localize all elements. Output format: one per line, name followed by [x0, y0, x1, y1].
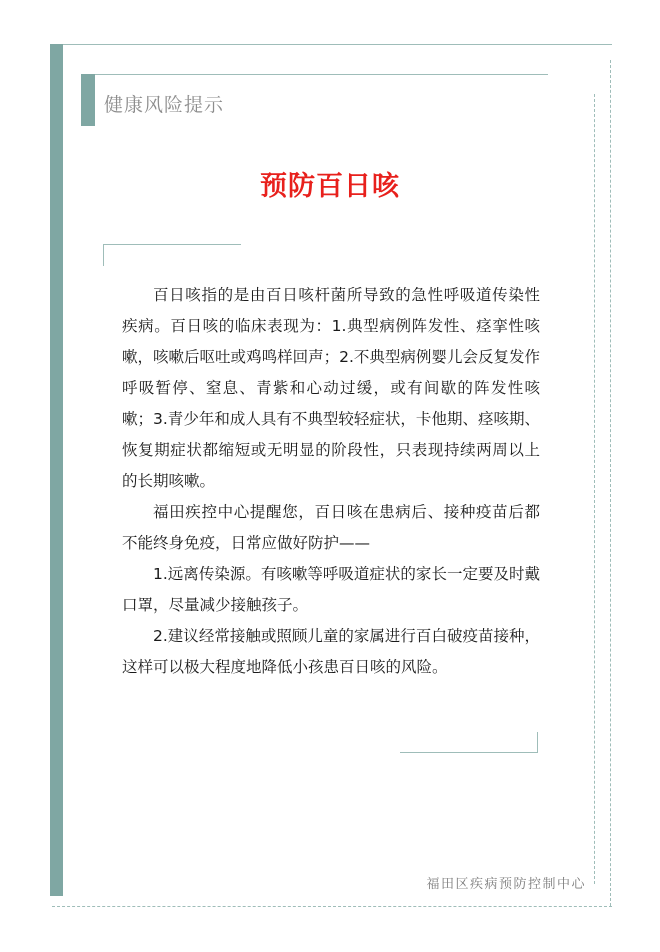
article-body — [122, 280, 540, 683]
frame-bottom-border — [52, 906, 612, 907]
paragraph-tip-2: 2.建议经常接触或照顾儿童的家属进行百白破疫苗接种，这样可以极大程度地降低小孩患百日咳的风险。 — [122, 627, 540, 676]
header-rule — [95, 74, 548, 75]
paragraph-tip-1: 1.远离传染源。有咳嗽等呼吸道症状的家长一定要及时戴口罩，尽量减少接触孩子。 — [122, 565, 540, 614]
corner-bracket-bottom-right-vertical — [537, 732, 538, 753]
inner-right-border — [594, 94, 595, 884]
paragraph-reminder: 福田疾控中心提醒您，百日咳在患病后、接种疫苗后都不能终身免疫，日常应做好防护—— — [122, 503, 540, 552]
header-accent-block — [81, 74, 95, 126]
frame-top-border — [52, 44, 612, 45]
footer-organization: 福田区疾病预防控制中心 — [426, 877, 586, 892]
paragraph-intro: 百日咳指的是由百日咳杆菌所导致的急性呼吸道传染性疾病。百日咳的临床表现为：1.典型病例阵发性、痉挛性咳嗽，咳嗽后呕吐或鸡鸣样回声；2.不典型病例婴儿会反复发作呼吸暂停、窒息、青紫和心动过缓，或有间歇的阵发性咳嗽；3.青少年和成人具有不典型较轻症状，卡他期、痉咳期、恢复期症状都缩短或无明显的阶段性，只表现持续两周以上的长期咳嗽。 — [122, 286, 540, 490]
header-label: 健康风险提示 — [104, 94, 225, 116]
corner-bracket-bottom-right — [400, 752, 537, 753]
corner-bracket-top-left-vertical — [103, 244, 104, 266]
page-title: 预防百日咳 — [260, 171, 400, 202]
corner-bracket-top-left — [103, 244, 241, 245]
